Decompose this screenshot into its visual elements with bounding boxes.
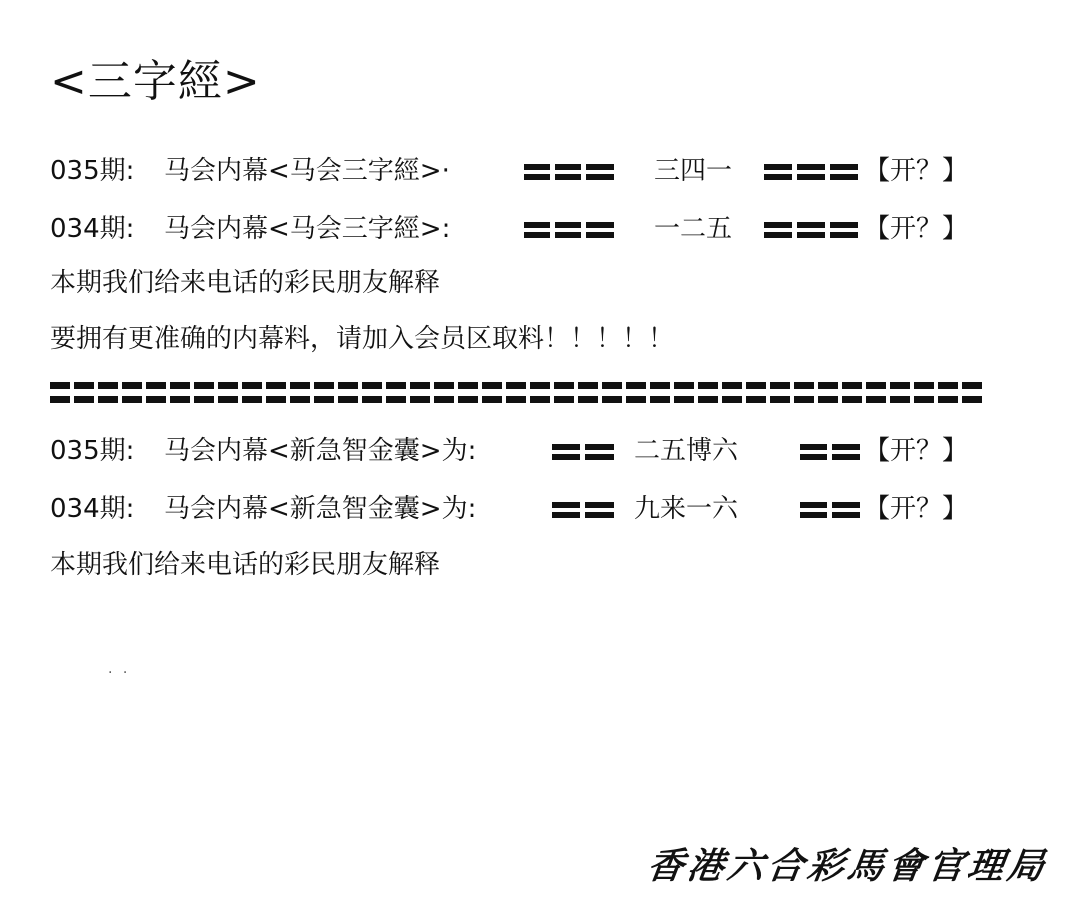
s2-row1-code: 二五博六	[634, 436, 739, 466]
s1-row2-right-bars	[764, 220, 858, 240]
s1-row1-status: 【开？】	[864, 156, 969, 186]
s1-row2-label: 马会内幕<马会三字經>:	[164, 214, 451, 244]
section-divider	[50, 380, 986, 408]
s2-row1-period: 035期:	[50, 436, 135, 466]
s1-row1-left-bars	[524, 162, 614, 182]
s2-row2-code: 九来一六	[634, 494, 739, 524]
footer-signature: 香港六合彩馬會官理局	[644, 845, 1051, 887]
s2-row1-status: 【开？】	[864, 436, 969, 466]
s1-row2-period: 034期:	[50, 214, 135, 244]
s2-row2-status: 【开？】	[864, 494, 969, 524]
s2-row1-label: 马会内幕<新急智金囊>为:	[164, 436, 477, 466]
s2-row2-label: 马会内幕<新急智金囊>为:	[164, 494, 477, 524]
s1-promo: 要拥有更准确的内幕料，请加入会员区取料！！！！！	[50, 324, 675, 354]
s2-row1-left-bars	[552, 442, 614, 462]
s1-row2-left-bars	[524, 220, 614, 240]
s2-row2-right-bars	[800, 500, 860, 520]
page-title: <三字經>	[50, 56, 261, 107]
s1-note: 本期我们给来电话的彩民朋友解释	[50, 268, 441, 298]
s1-row2-status: 【开？】	[864, 214, 969, 244]
s1-row2-code: 一二五	[654, 214, 733, 244]
s2-row1-right-bars	[800, 442, 860, 462]
s2-row2-left-bars	[552, 500, 614, 520]
s2-note: 本期我们给来电话的彩民朋友解释	[50, 550, 441, 580]
s1-row1-label: 马会内幕<马会三字經>·	[164, 156, 450, 186]
stray-dots: · ·	[108, 665, 131, 681]
s1-row1-right-bars	[764, 162, 858, 182]
s2-row2-period: 034期:	[50, 494, 135, 524]
s1-row1-period: 035期:	[50, 156, 135, 186]
s1-row1-code: 三四一	[654, 156, 733, 186]
